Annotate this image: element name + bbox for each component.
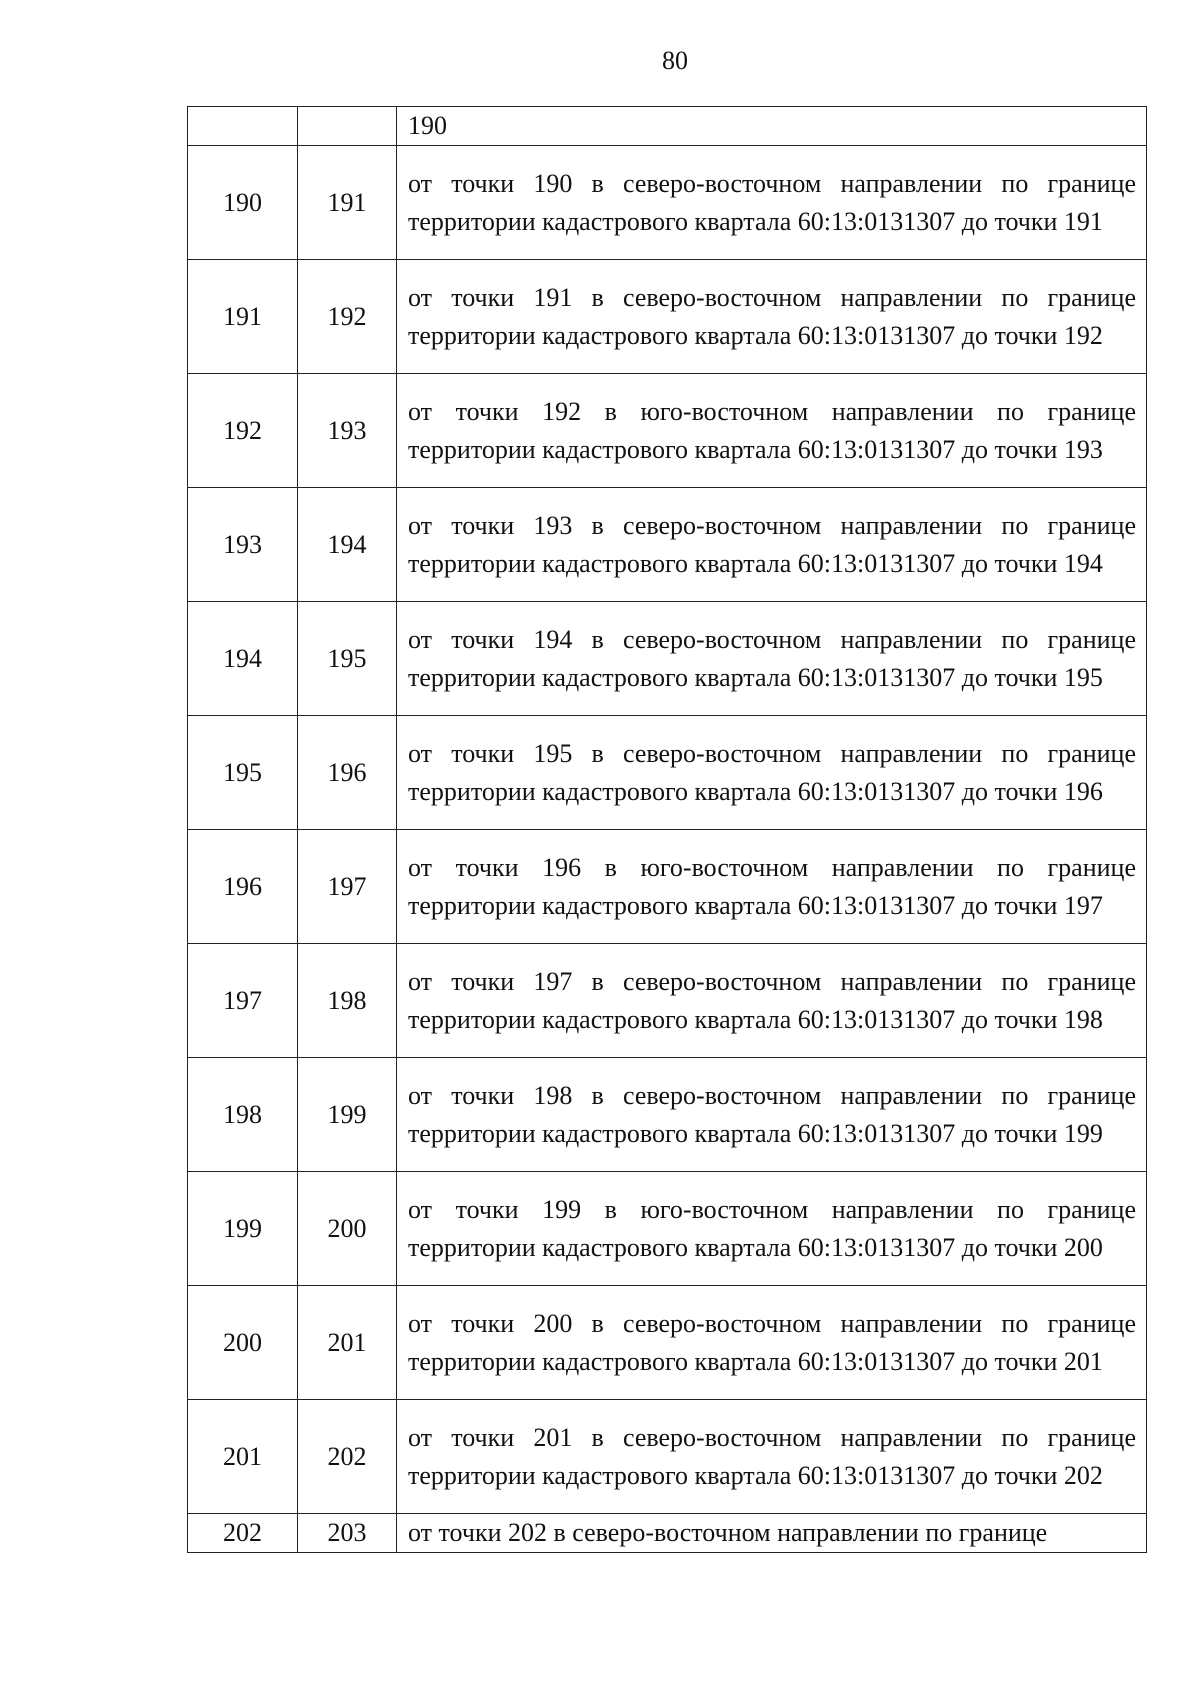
table-row xyxy=(188,374,1147,488)
from-point-cell: 192 xyxy=(188,374,298,488)
table-row xyxy=(188,1286,1147,1400)
from-point-cell: 198 xyxy=(188,1058,298,1172)
page-number: 80 xyxy=(662,46,688,75)
description-cell: от точки 195 в северо-восточном направлении по границе территории кадастрового квартала 60:13:0131307 до точки 196 xyxy=(397,716,1147,830)
from-point-cell: 190 xyxy=(188,146,298,260)
description-cell: от точки 191 в северо-восточном направлении по границе территории кадастрового квартала 60:13:0131307 до точки 192 xyxy=(397,260,1147,374)
to-point-cell: 199 xyxy=(298,1058,397,1172)
description-cell: от точки 201 в северо-восточном направлении по границе территории кадастрового квартала 60:13:0131307 до точки 202 xyxy=(397,1400,1147,1514)
to-point-cell: 203 xyxy=(298,1514,397,1553)
from-point-cell: 197 xyxy=(188,944,298,1058)
from-point-cell: 196 xyxy=(188,830,298,944)
table-row xyxy=(188,944,1147,1058)
description-cell: от точки 200 в северо-восточном направлении по границе территории кадастрового квартала 60:13:0131307 до точки 201 xyxy=(397,1286,1147,1400)
boundary-table xyxy=(187,106,1147,1553)
table-row xyxy=(188,716,1147,830)
table-row xyxy=(188,1058,1147,1172)
from-point-cell: 201 xyxy=(188,1400,298,1514)
table-row xyxy=(188,1514,1147,1553)
description-cell: от точки 197 в северо-восточном направлении по границе территории кадастрового квартала 60:13:0131307 до точки 198 xyxy=(397,944,1147,1058)
from-point-cell: 199 xyxy=(188,1172,298,1286)
from-point-cell: 194 xyxy=(188,602,298,716)
description-cell: от точки 202 в северо-восточном направлении по границе xyxy=(397,1514,1147,1553)
from-point-cell: 191 xyxy=(188,260,298,374)
to-point-cell xyxy=(298,107,397,146)
description-cell: от точки 192 в юго-восточном направлении по границе территории кадастрового квартала 60:13:0131307 до точки 193 xyxy=(397,374,1147,488)
table-row xyxy=(188,488,1147,602)
description-cell: от точки 199 в юго-восточном направлении по границе территории кадастрового квартала 60:13:0131307 до точки 200 xyxy=(397,1172,1147,1286)
description-cell: от точки 198 в северо-восточном направлении по границе территории кадастрового квартала 60:13:0131307 до точки 199 xyxy=(397,1058,1147,1172)
table-row xyxy=(188,146,1147,260)
from-point-cell: 195 xyxy=(188,716,298,830)
to-point-cell: 191 xyxy=(298,146,397,260)
to-point-cell: 193 xyxy=(298,374,397,488)
table-row xyxy=(188,107,1147,146)
to-point-cell: 198 xyxy=(298,944,397,1058)
from-point-cell: 200 xyxy=(188,1286,298,1400)
table-row xyxy=(188,1172,1147,1286)
description-cell: от точки 196 в юго-восточном направлении по границе территории кадастрового квартала 60:13:0131307 до точки 197 xyxy=(397,830,1147,944)
to-point-cell: 194 xyxy=(298,488,397,602)
description-cell: 190 xyxy=(397,107,1147,146)
table-row xyxy=(188,602,1147,716)
to-point-cell: 192 xyxy=(298,260,397,374)
table-row xyxy=(188,830,1147,944)
to-point-cell: 195 xyxy=(298,602,397,716)
description-cell: от точки 193 в северо-восточном направлении по границе территории кадастрового квартала 60:13:0131307 до точки 194 xyxy=(397,488,1147,602)
description-cell: от точки 190 в северо-восточном направлении по границе территории кадастрового квартала 60:13:0131307 до точки 191 xyxy=(397,146,1147,260)
to-point-cell: 200 xyxy=(298,1172,397,1286)
from-point-cell: 193 xyxy=(188,488,298,602)
from-point-cell xyxy=(188,107,298,146)
table-row xyxy=(188,1400,1147,1514)
to-point-cell: 201 xyxy=(298,1286,397,1400)
to-point-cell: 202 xyxy=(298,1400,397,1514)
description-cell: от точки 194 в северо-восточном направлении по границе территории кадастрового квартала 60:13:0131307 до точки 195 xyxy=(397,602,1147,716)
to-point-cell: 197 xyxy=(298,830,397,944)
from-point-cell: 202 xyxy=(188,1514,298,1553)
table-row xyxy=(188,260,1147,374)
to-point-cell: 196 xyxy=(298,716,397,830)
